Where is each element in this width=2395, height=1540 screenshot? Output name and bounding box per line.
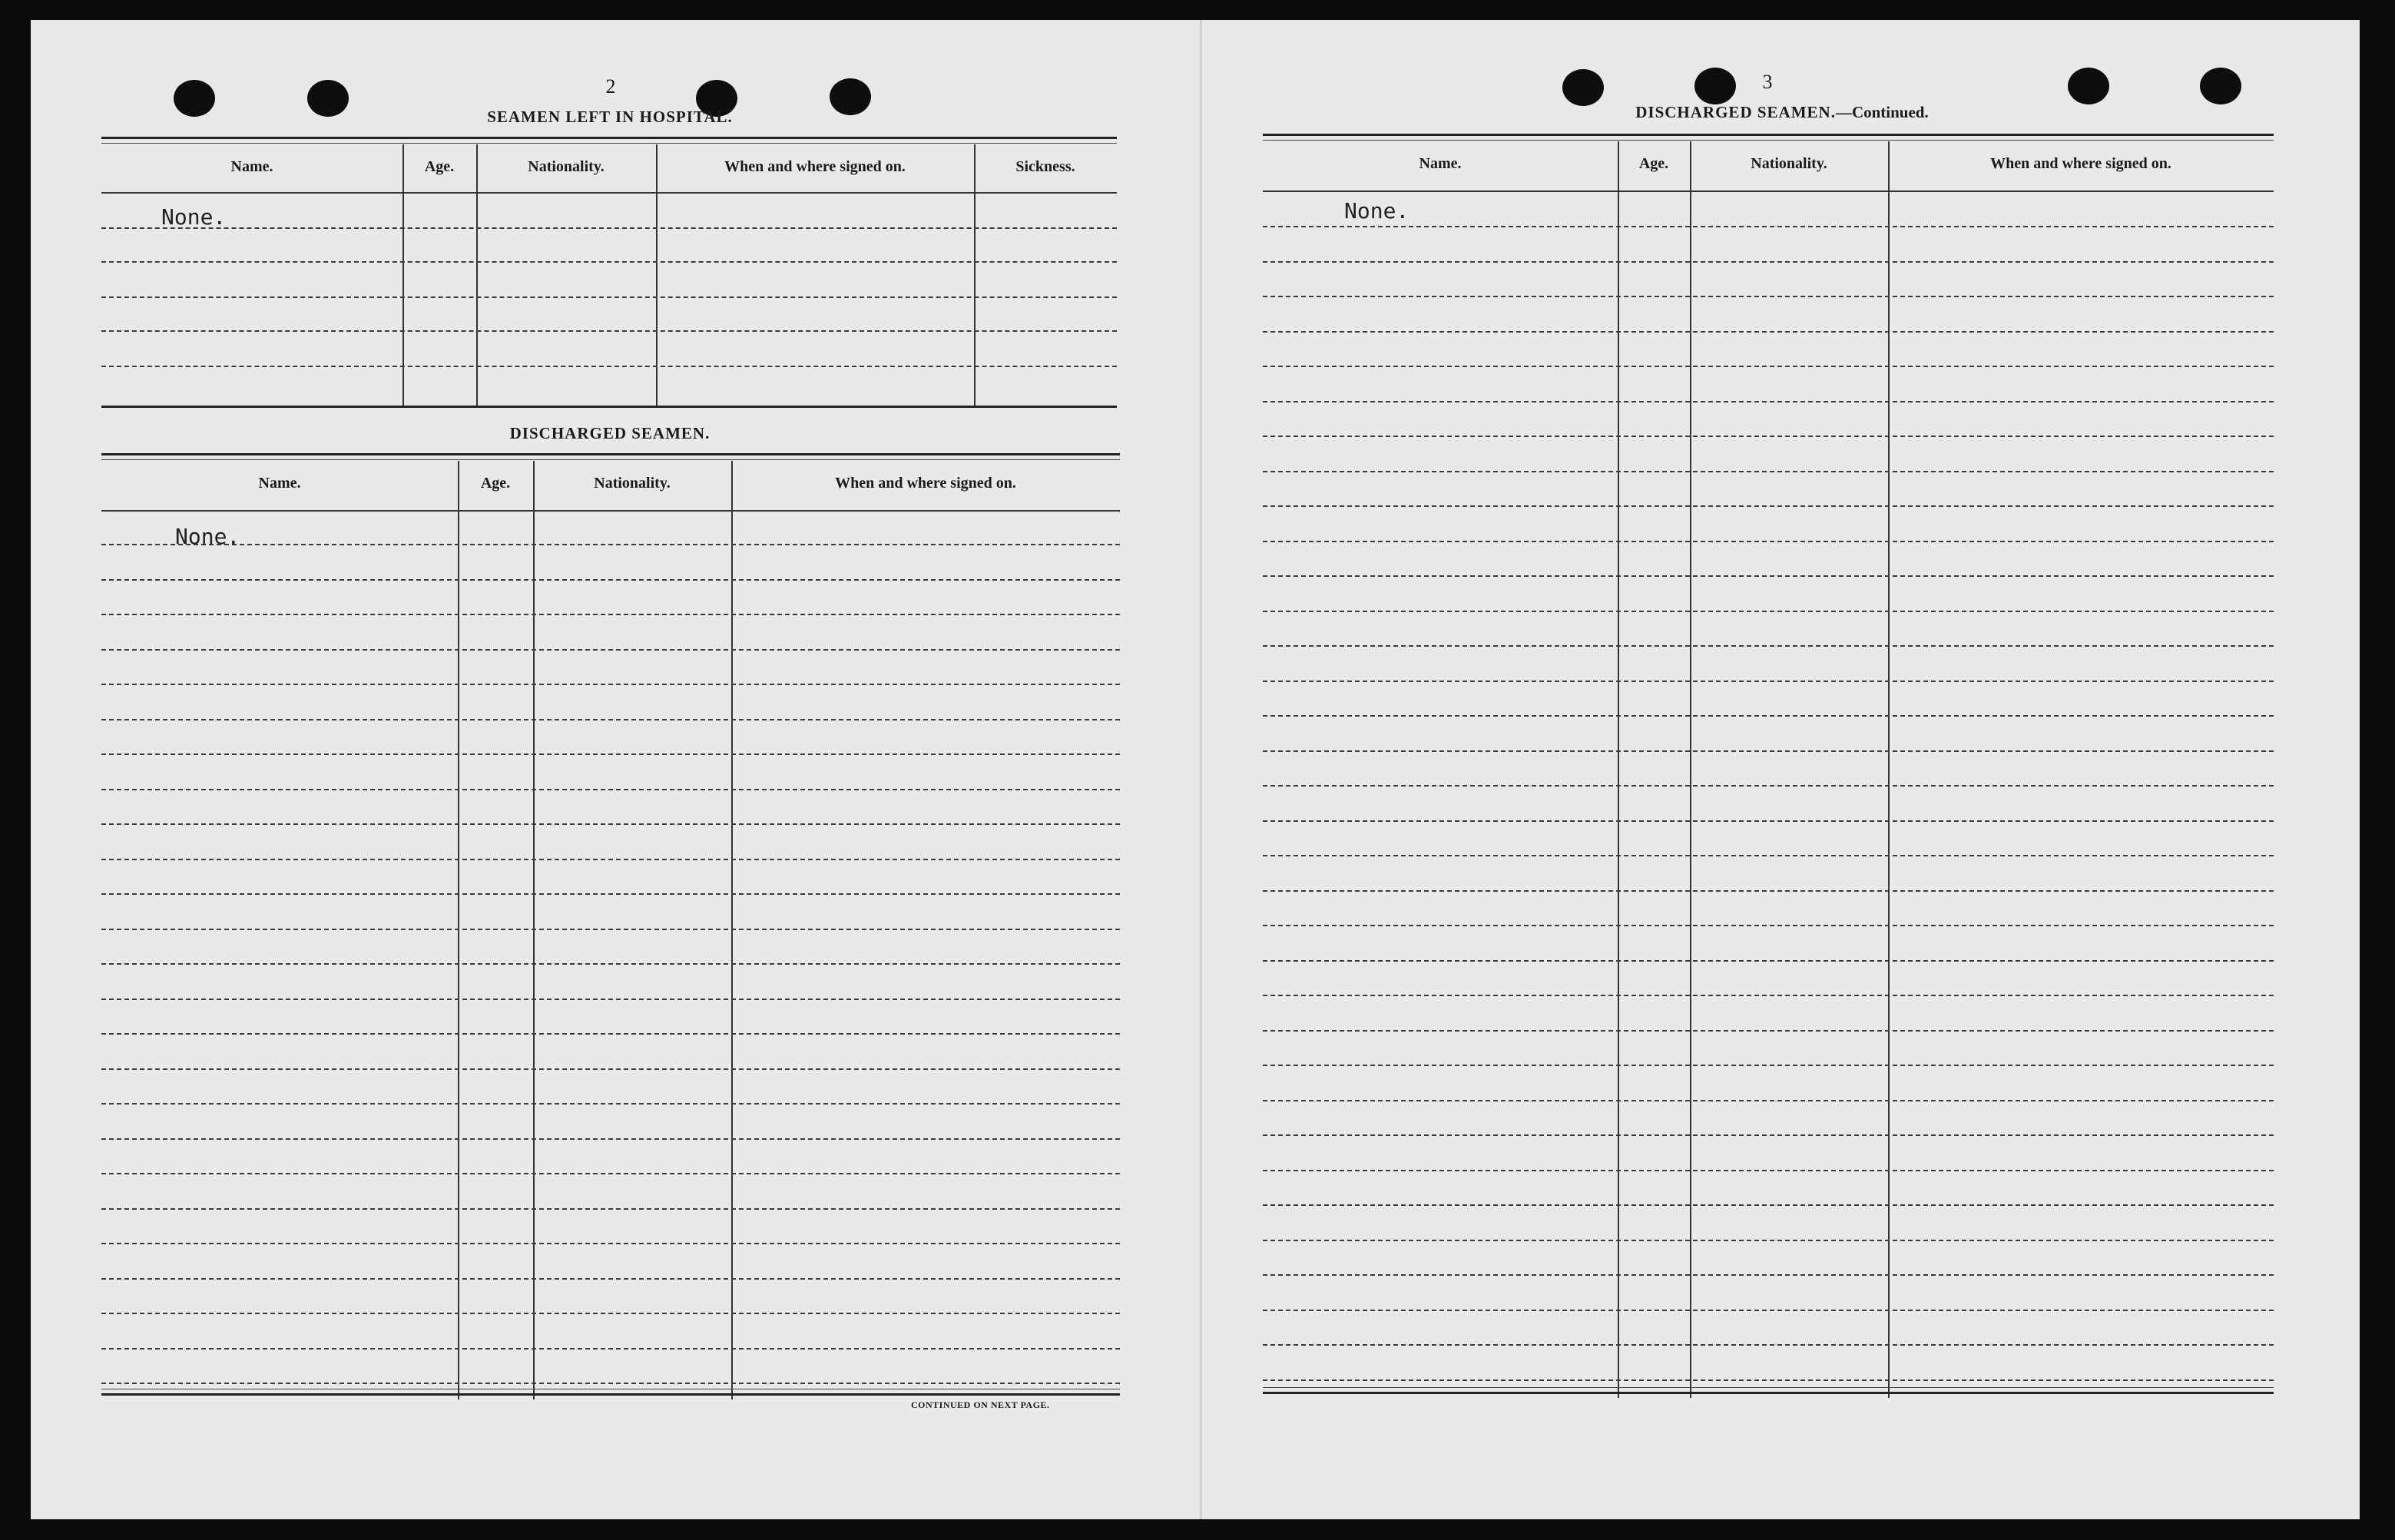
ruled-line xyxy=(101,649,1120,651)
ruled-line xyxy=(101,1068,1120,1070)
ruled-line xyxy=(1263,681,2274,682)
ruled-line xyxy=(101,1313,1120,1314)
ruled-line xyxy=(101,789,1120,790)
ruled-line xyxy=(101,614,1120,615)
right-col-nationality: Nationality. xyxy=(1751,155,1827,172)
ruled-line xyxy=(1263,226,2274,227)
ruled-line xyxy=(1263,471,2274,472)
hospital-section-title: SEAMEN LEFT IN HOSPITAL. xyxy=(487,108,733,126)
right-col-name: Name. xyxy=(1419,155,1462,172)
ruled-line xyxy=(1263,1100,2274,1101)
ruled-line xyxy=(101,1383,1120,1384)
ruled-line xyxy=(101,859,1120,860)
ruled-line xyxy=(101,893,1120,895)
discharged-col-nationality: Nationality. xyxy=(594,475,671,492)
ruled-line xyxy=(1263,1344,2274,1346)
page-fold xyxy=(1200,20,1202,1519)
ruled-line xyxy=(101,1173,1120,1174)
discharged-col-age: Age. xyxy=(480,475,511,492)
ruled-line xyxy=(101,1243,1120,1244)
discharged-table-right xyxy=(1263,134,2274,1396)
ruled-line xyxy=(1263,1065,2274,1066)
discharged-entry-left: None. xyxy=(175,524,240,549)
right-col-signed-on: When and where signed on. xyxy=(1990,155,2171,172)
hospital-col-signed-on: When and where signed on. xyxy=(724,158,906,175)
ruled-line xyxy=(1263,820,2274,822)
ruled-line xyxy=(1263,1379,2274,1381)
ruled-line xyxy=(1263,541,2274,542)
ruled-line xyxy=(1263,401,2274,402)
hospital-table xyxy=(101,137,1117,412)
discharged-col-signed-on: When and where signed on. xyxy=(835,475,1016,492)
ruled-line xyxy=(101,719,1120,720)
ruled-line xyxy=(101,929,1120,930)
ruled-line xyxy=(1263,855,2274,856)
punch-hole xyxy=(307,80,349,117)
punch-hole xyxy=(174,80,215,117)
ruled-line xyxy=(101,1278,1120,1280)
discharged-table-left xyxy=(101,453,1120,1398)
ruled-line xyxy=(1263,960,2274,962)
discharged-entry-right: None. xyxy=(1344,198,1410,224)
hospital-col-age: Age. xyxy=(424,158,455,175)
ruled-line xyxy=(1263,611,2274,612)
ruled-line xyxy=(1263,505,2274,507)
ruled-line xyxy=(101,823,1120,825)
ruled-line xyxy=(1263,715,2274,717)
ruled-line xyxy=(101,963,1120,965)
continued-note: CONTINUED ON NEXT PAGE. xyxy=(911,1399,1050,1410)
punch-hole xyxy=(2068,68,2109,104)
ruled-line xyxy=(1263,890,2274,892)
punch-hole xyxy=(1694,68,1736,104)
hospital-col-sickness: Sickness. xyxy=(1015,158,1075,175)
page-number-right: 3 xyxy=(1762,71,1773,93)
hospital-col-nationality: Nationality. xyxy=(528,158,605,175)
right-col-age: Age. xyxy=(1638,155,1669,172)
ruled-line xyxy=(1263,331,2274,333)
ruled-line xyxy=(1263,645,2274,647)
ruled-line xyxy=(1263,995,2274,996)
ruled-line xyxy=(1263,1310,2274,1311)
ruled-line xyxy=(1263,1030,2274,1032)
ruled-line xyxy=(101,684,1120,685)
discharged-continued-title-main: DISCHARGED SEAMEN. xyxy=(1635,103,1836,121)
punch-hole xyxy=(830,78,871,115)
ruled-line xyxy=(1263,785,2274,787)
hospital-col-name: Name. xyxy=(230,158,273,175)
ruled-line xyxy=(1263,1170,2274,1171)
ruled-line xyxy=(101,1348,1120,1350)
ruled-line xyxy=(101,1033,1120,1035)
ruled-line xyxy=(1263,1134,2274,1136)
ruled-line xyxy=(1263,436,2274,437)
discharged-continued-title xyxy=(1567,103,1997,122)
ruled-line xyxy=(1263,1240,2274,1241)
ruled-line xyxy=(1263,296,2274,297)
discharged-section-title: DISCHARGED SEAMEN. xyxy=(509,424,711,442)
punch-hole xyxy=(2200,68,2241,104)
ruled-line xyxy=(101,1138,1120,1140)
ruled-line xyxy=(1263,1204,2274,1206)
ruled-line xyxy=(101,999,1120,1000)
ruled-line xyxy=(1263,925,2274,926)
ruled-line xyxy=(101,544,1120,545)
ruled-line xyxy=(101,1208,1120,1210)
ruled-line xyxy=(101,753,1120,755)
discharged-col-name: Name. xyxy=(258,475,301,492)
punch-hole xyxy=(1562,69,1604,106)
ruled-line xyxy=(1263,261,2274,263)
hospital-entry: None. xyxy=(161,204,227,230)
ruled-line xyxy=(1263,575,2274,577)
ruled-line xyxy=(101,579,1120,581)
ruled-line xyxy=(1263,366,2274,367)
page-number-left: 2 xyxy=(605,75,616,98)
ruled-line xyxy=(1263,1274,2274,1276)
ruled-line xyxy=(1263,750,2274,752)
discharged-continued-suffix: —Continued. xyxy=(1835,103,1929,121)
ruled-line xyxy=(101,1103,1120,1104)
